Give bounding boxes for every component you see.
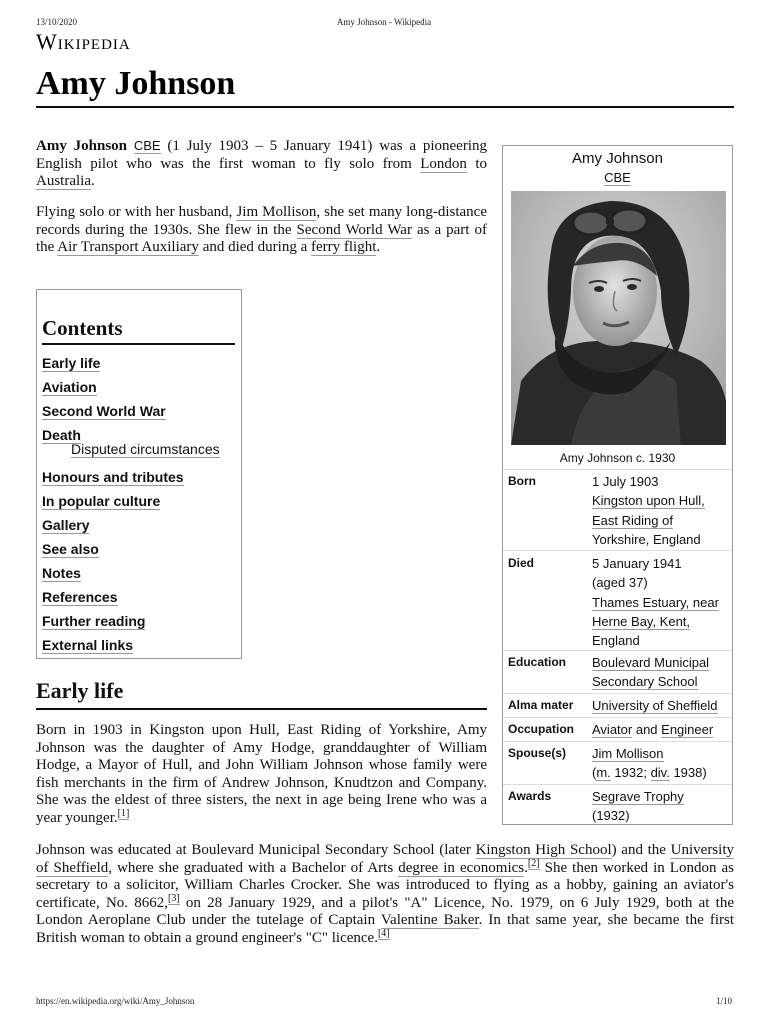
toc-heading: Contents bbox=[42, 316, 235, 345]
thames-estuary-link[interactable]: Thames Estuary, near bbox=[592, 594, 719, 610]
ref-2[interactable]: [2] bbox=[527, 857, 540, 869]
section-divider bbox=[36, 708, 487, 710]
toc-label: Further reading bbox=[42, 613, 146, 629]
education-label: Education bbox=[508, 655, 567, 669]
jim-mollison-link[interactable]: Jim Mollison bbox=[592, 746, 664, 761]
print-footer bbox=[36, 996, 732, 1008]
intro-paragraph-2 bbox=[36, 204, 487, 257]
text: ) and the bbox=[611, 842, 671, 858]
cbe-link[interactable]: CBE bbox=[133, 138, 161, 153]
wikipedia-wordmark: Wikipedia bbox=[36, 29, 131, 54]
text: and bbox=[632, 722, 662, 737]
toc-item-notes[interactable] bbox=[42, 562, 236, 586]
print-date: 13/10/2020 bbox=[36, 17, 78, 27]
text: Born in 1903 in Kingston upon Hull, East Riding of Yorkshire, Amy Johnson was the daughter of Amy Hodge, granddaughter of William Hodge, a Mayor of Hull, and John William Johnson whose family were fish merchants in the firm of Andrew Johnson, Knudtzon and Company. She was the eldest of three sisters, the next in age being Irene who was a year younger. bbox=[36, 722, 487, 826]
school-link-2[interactable]: Secondary School bbox=[592, 674, 698, 690]
spouse-value: Jim Mollison (m. 1932; div. 1938) bbox=[592, 746, 707, 781]
awards-label: Awards bbox=[508, 789, 552, 803]
toc-label: References bbox=[42, 589, 118, 605]
occupation-label: Occupation bbox=[508, 722, 575, 736]
early-life-paragraph-2 bbox=[36, 842, 734, 947]
second-world-war-link[interactable]: Second World War bbox=[296, 221, 412, 238]
text: . In that same year, she became the first British woman to obtain a ground engineer's "C" licence. bbox=[36, 912, 734, 946]
alma-label: Alma mater bbox=[508, 698, 574, 712]
sheffield-link[interactable]: University of Sheffield bbox=[592, 698, 718, 713]
died-date: 5 January 1941 bbox=[592, 556, 682, 571]
toc-item-external-links[interactable] bbox=[42, 634, 236, 658]
toc-label: Gallery bbox=[42, 517, 90, 533]
toc-label: Honours and tributes bbox=[42, 469, 184, 485]
died-label: Died bbox=[508, 556, 535, 570]
spouse-label: Spouse(s) bbox=[508, 746, 567, 760]
jim-mollison-link[interactable]: Jim Mollison bbox=[236, 204, 317, 220]
subject-name: Amy Johnson bbox=[36, 138, 128, 154]
kingston-link[interactable]: Kingston upon Hull, bbox=[592, 493, 705, 509]
ata-link[interactable]: Air Transport Auxiliary bbox=[57, 239, 199, 255]
occupation-value bbox=[592, 720, 728, 739]
infobox-row-education bbox=[503, 650, 732, 692]
university-of-sheffield-link[interactable]: University of Sheffield bbox=[36, 842, 734, 876]
infobox-row-awards bbox=[503, 784, 732, 826]
aviator-link[interactable]: Aviator bbox=[592, 722, 633, 737]
toc-label: Notes bbox=[42, 565, 81, 581]
portrait-illustration bbox=[511, 191, 726, 445]
text: , where she graduated with a Bachelor of Arts bbox=[108, 859, 399, 876]
page-title: Amy Johnson bbox=[36, 65, 236, 102]
text: Flying solo or with her husband, bbox=[36, 204, 237, 220]
infobox-row-alma-mater bbox=[503, 693, 732, 717]
ferry-flight-link[interactable]: ferry flight bbox=[311, 239, 377, 255]
infobox-honorific bbox=[503, 168, 732, 187]
print-header bbox=[36, 17, 732, 29]
infobox-name: Amy Johnson bbox=[572, 150, 663, 167]
kingston-high-school-link[interactable]: Kingston High School bbox=[475, 842, 612, 858]
born-date: 1 July 1903 bbox=[592, 474, 659, 489]
toc-item-popular-culture[interactable] bbox=[42, 490, 236, 514]
valentine-baker-link[interactable]: Valentine Baker bbox=[380, 912, 479, 928]
education-value bbox=[592, 653, 728, 692]
infobox-row-spouse bbox=[503, 741, 732, 783]
married-abbr[interactable]: m. bbox=[596, 765, 611, 781]
segrave-trophy-link[interactable]: Segrave Trophy bbox=[592, 789, 684, 804]
text: . bbox=[376, 239, 381, 255]
ref-4[interactable]: [4] bbox=[377, 927, 390, 939]
infobox bbox=[502, 145, 733, 825]
toc-item-aviation[interactable] bbox=[42, 376, 236, 400]
toc-subitem-disputed[interactable] bbox=[42, 442, 236, 462]
divorced-abbr[interactable]: div. bbox=[650, 765, 670, 781]
engineer-link[interactable]: Engineer bbox=[661, 722, 714, 737]
toc-item-further-reading[interactable] bbox=[42, 610, 236, 634]
portrait-photo[interactable] bbox=[511, 191, 726, 445]
toc-label: Early life bbox=[42, 355, 101, 371]
died-country: England bbox=[592, 633, 640, 649]
text: as a part of the bbox=[36, 221, 487, 255]
text: She then worked in London as secretary to a solicitor, William Charles Crocker. She was introduced to flying as a hobby, gaining an aviator's certificate, No. 8662, bbox=[36, 859, 734, 911]
toc-label: In popular culture bbox=[42, 493, 161, 509]
toc-label: Death bbox=[42, 427, 81, 443]
text: on 28 January 1929, and a pilot's "A" Licence, No. 1979, on 6 July 1929, both at the London Aeroplane Club under the tutelage of Captain bbox=[36, 894, 734, 928]
text: and died during a bbox=[198, 239, 311, 255]
infobox-row-occupation bbox=[503, 717, 732, 741]
text: Johnson was educated at Boulevard Municipal Secondary School (later bbox=[36, 842, 476, 858]
alma-value bbox=[592, 696, 728, 715]
toc-item-references[interactable] bbox=[42, 586, 236, 610]
herne-bay-link[interactable]: Herne Bay, Kent, bbox=[592, 613, 691, 629]
award-year: (1932) bbox=[592, 808, 630, 824]
text: 1938) bbox=[669, 765, 707, 781]
toc-item-second-world-war[interactable] bbox=[42, 400, 236, 424]
portrait-caption: Amy Johnson c. 1930 bbox=[559, 451, 676, 465]
text: to bbox=[466, 155, 487, 172]
london-link[interactable]: London bbox=[420, 155, 467, 172]
print-title: Amy Johnson - Wikipedia bbox=[336, 17, 432, 27]
text: (1 July 1903 – 5 January 1941) was a pioneering English pilot who was the first woman to fly solo from bbox=[36, 138, 488, 172]
school-link[interactable]: Boulevard Municipal bbox=[592, 655, 710, 670]
toc-label: Disputed circumstances bbox=[71, 441, 220, 457]
toc-label: External links bbox=[42, 637, 134, 653]
section-heading-early-life: Early life bbox=[36, 678, 124, 703]
died-value bbox=[592, 554, 728, 650]
toc-label: Aviation bbox=[42, 379, 97, 395]
infobox-row-died bbox=[503, 550, 732, 650]
born-label: Born bbox=[508, 474, 536, 488]
page-url: https://en.wikipedia.org/wiki/Amy_Johnson bbox=[36, 996, 195, 1006]
born-region: Yorkshire, England bbox=[592, 531, 701, 547]
toc-item-gallery[interactable] bbox=[42, 514, 236, 538]
australia-link[interactable]: Australia bbox=[36, 173, 91, 189]
table-of-contents bbox=[36, 289, 242, 659]
economics-link[interactable]: degree in economics bbox=[398, 859, 525, 876]
intro-paragraph-1 bbox=[36, 137, 487, 191]
toc-item-early-life[interactable] bbox=[42, 352, 236, 376]
text: . bbox=[524, 859, 528, 876]
cbe-link[interactable]: CBE bbox=[604, 170, 631, 185]
toc-item-honours[interactable] bbox=[42, 466, 236, 490]
east-riding-link[interactable]: East Riding of bbox=[592, 512, 673, 528]
born-value bbox=[592, 472, 728, 549]
awards-value bbox=[592, 787, 728, 826]
died-age: (aged 37) bbox=[592, 575, 648, 591]
ref-3[interactable]: [3] bbox=[168, 892, 180, 904]
page-number: 1/10 bbox=[715, 996, 732, 1006]
infobox-row-born bbox=[503, 469, 732, 549]
title-divider bbox=[36, 106, 734, 108]
early-life-paragraph-1 bbox=[36, 722, 487, 827]
toc-item-see-also[interactable] bbox=[42, 538, 236, 562]
text: . bbox=[90, 173, 95, 189]
ref-1[interactable]: [1] bbox=[117, 807, 130, 819]
toc-label: Second World War bbox=[42, 403, 166, 419]
text: 1932; bbox=[610, 765, 651, 781]
toc-label: See also bbox=[42, 541, 99, 557]
text: , she set many long-distance records during the 1930s. She flew in the bbox=[36, 204, 487, 238]
